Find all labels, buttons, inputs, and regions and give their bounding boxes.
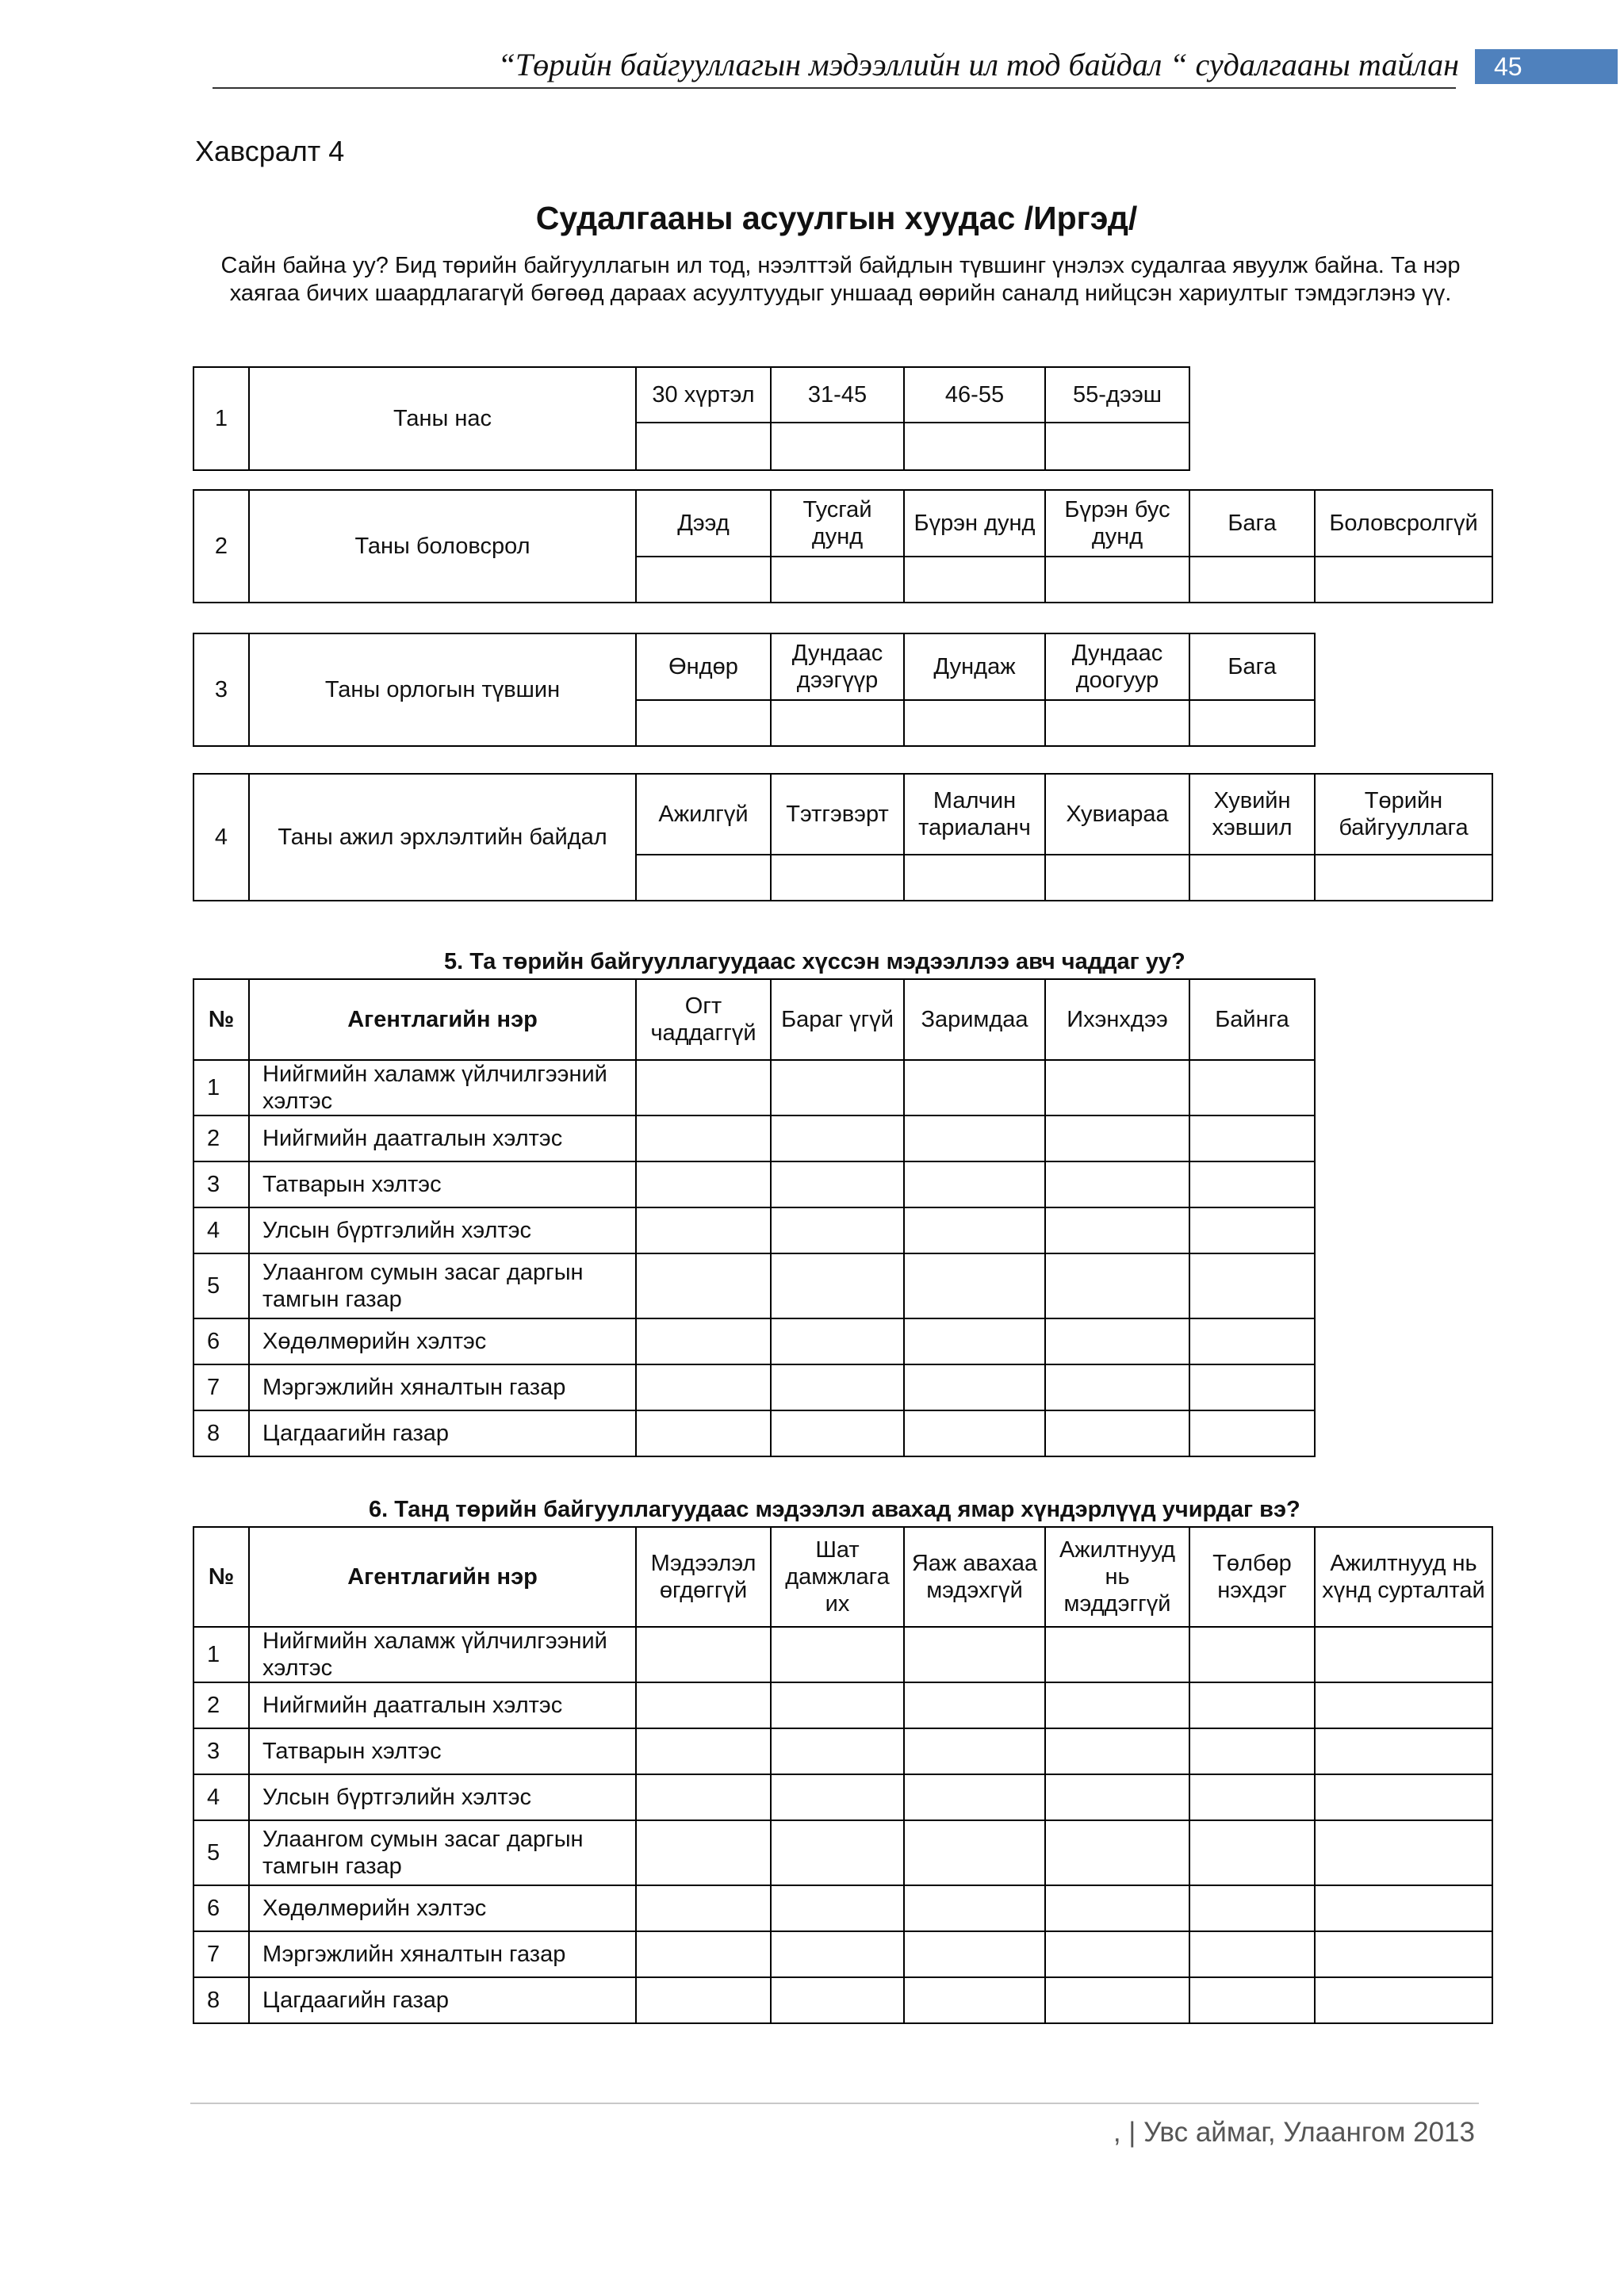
table-row (193, 1977, 1492, 2023)
option-header: Заримдаа (904, 979, 1045, 1060)
agency-name: Татварын хэлтэс (249, 1728, 636, 1774)
answer-cell[interactable] (636, 557, 771, 603)
option-header: Тэтгэвэрт (771, 774, 904, 855)
footer-rule (190, 2103, 1479, 2104)
answer-cell[interactable] (636, 855, 771, 901)
row-number: 3 (193, 1161, 249, 1207)
option-header: Дээд (636, 490, 771, 557)
answer-cell[interactable] (771, 1728, 904, 1774)
row-number: 7 (193, 1931, 249, 1977)
table-row (193, 1774, 1492, 1820)
answer-cell[interactable] (771, 700, 904, 746)
answer-cell[interactable] (1315, 1627, 1492, 1682)
table-row (193, 1728, 1492, 1774)
answer-cell[interactable] (771, 1885, 904, 1931)
option-header: Яаж авахаа мэдэхгүй (904, 1527, 1045, 1627)
answer-cell[interactable] (1045, 1115, 1189, 1161)
page-number-badge: 45 (1475, 49, 1618, 84)
table-row (193, 1820, 1492, 1885)
row-number: 6 (193, 1885, 249, 1931)
answer-cell[interactable] (771, 1115, 904, 1161)
row-number: 6 (193, 1318, 249, 1364)
answer-cell[interactable] (1045, 1318, 1189, 1364)
row-number: 1 (193, 1627, 249, 1682)
answer-cell[interactable] (1189, 1161, 1315, 1207)
answer-cell[interactable] (636, 700, 771, 746)
answer-cell[interactable] (1045, 700, 1189, 746)
option-header: Ажилтнууд нь мэддэггүй (1045, 1527, 1189, 1627)
answer-cell[interactable] (1045, 423, 1189, 470)
question-number: 2 (193, 490, 249, 603)
answer-cell[interactable] (1045, 1774, 1189, 1820)
answer-cell[interactable] (1189, 1977, 1315, 2023)
answer-cell[interactable] (771, 1318, 904, 1364)
answer-cell[interactable] (904, 1115, 1045, 1161)
answer-cell[interactable] (1315, 1774, 1492, 1820)
option-header: Бага (1189, 633, 1315, 700)
answer-cell[interactable] (904, 1410, 1045, 1456)
option-header: Боловсролгүй (1315, 490, 1492, 557)
answer-cell[interactable] (1315, 1885, 1492, 1931)
answer-cell[interactable] (636, 1161, 771, 1207)
question-1-table (193, 366, 1190, 471)
row-number: 4 (193, 1774, 249, 1820)
answer-cell[interactable] (1045, 1977, 1189, 2023)
answer-cell[interactable] (1045, 1820, 1189, 1885)
question-3-table (193, 633, 1316, 747)
answer-cell[interactable] (636, 1931, 771, 1977)
option-header: Шат дамжлага их (771, 1527, 904, 1627)
agency-name: Улсын бүртгэлийн хэлтэс (249, 1207, 636, 1253)
table-row (193, 1207, 1315, 1253)
answer-cell[interactable] (771, 1364, 904, 1410)
answer-cell[interactable] (1045, 1253, 1189, 1318)
answer-cell[interactable] (1045, 1627, 1189, 1682)
question-5-table (193, 978, 1316, 1457)
table-row (193, 1115, 1315, 1161)
agency-name: Хөдөлмөрийн хэлтэс (249, 1318, 636, 1364)
answer-cell[interactable] (1045, 1364, 1189, 1410)
option-header: Дундаж (904, 633, 1045, 700)
answer-cell[interactable] (1315, 1931, 1492, 1977)
agency-name: Мэргэжлийн хяналтын газар (249, 1364, 636, 1410)
answer-cell[interactable] (771, 1253, 904, 1318)
answer-cell[interactable] (1189, 1060, 1315, 1115)
answer-cell[interactable] (771, 1931, 904, 1977)
answer-cell[interactable] (1045, 1060, 1189, 1115)
row-number: 5 (193, 1253, 249, 1318)
answer-cell[interactable] (1189, 1410, 1315, 1456)
agency-column-header: Агентлагийн нэр (249, 979, 636, 1060)
answer-cell[interactable] (904, 855, 1045, 901)
row-number: 5 (193, 1820, 249, 1885)
answer-cell[interactable] (771, 423, 904, 470)
answer-cell[interactable] (1045, 1931, 1189, 1977)
answer-cell[interactable] (1189, 1682, 1315, 1728)
table-row (193, 1410, 1315, 1456)
question-2-table (193, 489, 1493, 603)
answer-cell[interactable] (904, 1820, 1045, 1885)
table-row (193, 1931, 1492, 1977)
option-header: Ихэнхдээ (1045, 979, 1189, 1060)
answer-cell[interactable] (1045, 557, 1189, 603)
answer-cell[interactable] (904, 700, 1045, 746)
row-number: 8 (193, 1410, 249, 1456)
answer-cell[interactable] (636, 1060, 771, 1115)
answer-cell[interactable] (904, 1931, 1045, 1977)
answer-cell[interactable] (771, 1682, 904, 1728)
answer-cell[interactable] (636, 1207, 771, 1253)
answer-cell[interactable] (1045, 1207, 1189, 1253)
option-header: Бүрэн дунд (904, 490, 1045, 557)
option-header: Бүрэн бус дунд (1045, 490, 1189, 557)
question-label: Таны орлогын түвшин (249, 633, 636, 746)
answer-cell[interactable] (1189, 1115, 1315, 1161)
answer-cell[interactable] (1045, 1885, 1189, 1931)
answer-cell[interactable] (904, 1627, 1045, 1682)
answer-cell[interactable] (771, 1627, 904, 1682)
table-row (193, 1060, 1315, 1115)
option-header: Ажилгүй (636, 774, 771, 855)
answer-cell[interactable] (904, 1253, 1045, 1318)
question-number: 4 (193, 774, 249, 901)
option-header: Өндөр (636, 633, 771, 700)
answer-cell[interactable] (1045, 1728, 1189, 1774)
answer-cell[interactable] (636, 1682, 771, 1728)
answer-cell[interactable] (636, 1977, 771, 2023)
answer-cell[interactable] (771, 1977, 904, 2023)
answer-cell[interactable] (1189, 1774, 1315, 1820)
answer-cell[interactable] (904, 1885, 1045, 1931)
answer-cell[interactable] (904, 557, 1045, 603)
option-header: Бага (1189, 490, 1315, 557)
answer-cell[interactable] (904, 1682, 1045, 1728)
answer-cell[interactable] (771, 1410, 904, 1456)
intro-paragraph: Сайн байна уу? Бид төрийн байгууллагын ил тод, нээлттэй байдлын түвшинг үнэлэх судалгаа явуулж байна. Та нэр хаягаа бичих шаардлагагүй бөгөөд дараах асуултуудыг уншаад өөрийн саналд нийцсэн хариултыг тэмдэглэнэ үү. (220, 253, 1461, 306)
appendix-label: Хавсралт 4 (195, 135, 345, 167)
answer-cell[interactable] (636, 1253, 771, 1318)
answer-cell[interactable] (771, 1161, 904, 1207)
row-number: 2 (193, 1115, 249, 1161)
answer-cell[interactable] (1189, 1207, 1315, 1253)
agency-name: Нийгмийн халамж үйлчилгээний хэлтэс (249, 1060, 636, 1115)
answer-cell[interactable] (636, 1627, 771, 1682)
answer-cell[interactable] (904, 1161, 1045, 1207)
row-number: 7 (193, 1364, 249, 1410)
answer-cell[interactable] (904, 423, 1045, 470)
agency-name: Улсын бүртгэлийн хэлтэс (249, 1774, 636, 1820)
option-header: Малчин тариаланч (904, 774, 1045, 855)
table-row (193, 1885, 1492, 1931)
table-row (193, 1364, 1315, 1410)
answer-cell[interactable] (904, 1060, 1045, 1115)
answer-cell[interactable] (636, 1774, 771, 1820)
question-4-table (193, 773, 1493, 901)
agency-name: Мэргэжлийн хяналтын газар (249, 1931, 636, 1977)
answer-cell[interactable] (1315, 855, 1492, 901)
answer-cell[interactable] (1045, 1161, 1189, 1207)
answer-cell[interactable] (1189, 1885, 1315, 1931)
answer-cell[interactable] (1189, 1364, 1315, 1410)
question-5-title: 5. Та төрийн байгууллагуудаас хүссэн мэдээллээ авч чаддаг уу? (444, 949, 1185, 974)
question-number: 1 (193, 367, 249, 470)
answer-cell[interactable] (636, 423, 771, 470)
answer-cell[interactable] (1189, 1931, 1315, 1977)
answer-cell[interactable] (636, 1885, 771, 1931)
number-column-header: № (193, 1527, 249, 1627)
answer-cell[interactable] (1315, 1682, 1492, 1728)
answer-cell[interactable] (904, 1774, 1045, 1820)
answer-cell[interactable] (1189, 1820, 1315, 1885)
option-header: 30 хүртэл (636, 367, 771, 423)
agency-name: Улаангом сумын засаг даргын тамгын газар (249, 1820, 636, 1885)
answer-cell[interactable] (771, 855, 904, 901)
option-header: Дундаас доогуур (1045, 633, 1189, 700)
option-header: Төрийн байгууллага (1315, 774, 1492, 855)
header-rule (213, 87, 1456, 89)
answer-cell[interactable] (636, 1115, 771, 1161)
table-row (193, 1253, 1315, 1318)
agency-name: Нийгмийн даатгалын хэлтэс (249, 1682, 636, 1728)
option-header: 31-45 (771, 367, 904, 423)
table-row (193, 1627, 1492, 1682)
option-header: 55-дээш (1045, 367, 1189, 423)
answer-cell[interactable] (904, 1207, 1045, 1253)
question-label: Таны ажил эрхлэлтийн байдал (249, 774, 636, 901)
running-header-title: “Төрийн байгууллагын мэдээллийн ил тод байдал “ судалгааны тайлан (497, 47, 1459, 82)
answer-cell[interactable] (771, 1774, 904, 1820)
question-label: Таны боловсрол (249, 490, 636, 603)
row-number: 8 (193, 1977, 249, 2023)
page-title: Судалгааны асуулгын хуудас /Иргэд/ (535, 200, 1138, 236)
agency-name: Хөдөлмөрийн хэлтэс (249, 1885, 636, 1931)
answer-cell[interactable] (1189, 557, 1315, 603)
footer-text: , | Увс аймаг, Улаангом 2013 (1113, 2117, 1475, 2148)
answer-cell[interactable] (1189, 700, 1315, 746)
question-label: Таны нас (249, 367, 636, 470)
answer-cell[interactable] (1315, 557, 1492, 603)
answer-cell[interactable] (904, 1728, 1045, 1774)
answer-cell[interactable] (1045, 855, 1189, 901)
answer-cell[interactable] (771, 557, 904, 603)
answer-cell[interactable] (771, 1207, 904, 1253)
row-number: 1 (193, 1060, 249, 1115)
answer-cell[interactable] (1045, 1682, 1189, 1728)
answer-cell[interactable] (904, 1364, 1045, 1410)
agency-name: Цагдаагийн газар (249, 1410, 636, 1456)
row-number: 4 (193, 1207, 249, 1253)
agency-name: Татварын хэлтэс (249, 1161, 636, 1207)
option-header: Хувийн хэвшил (1189, 774, 1315, 855)
option-header: Дундаас дээгүүр (771, 633, 904, 700)
row-number: 2 (193, 1682, 249, 1728)
answer-cell[interactable] (904, 1977, 1045, 2023)
answer-cell[interactable] (1189, 1728, 1315, 1774)
answer-cell[interactable] (1189, 1253, 1315, 1318)
answer-cell[interactable] (1315, 1977, 1492, 2023)
option-header: Хувиараа (1045, 774, 1189, 855)
number-column-header: № (193, 979, 249, 1060)
option-header: Байнга (1189, 979, 1315, 1060)
option-header: Огт чаддаггүй (636, 979, 771, 1060)
agency-name: Улаангом сумын засаг даргын тамгын газар (249, 1253, 636, 1318)
question-6-title: 6. Танд төрийн байгууллагуудаас мэдээлэл авахад ямар хүндэрлүүд учирдаг вэ? (369, 1497, 1300, 1522)
answer-cell[interactable] (636, 1318, 771, 1364)
answer-cell[interactable] (1189, 1318, 1315, 1364)
option-header: Мэдээлэл өгдөггүй (636, 1527, 771, 1627)
table-row (193, 1161, 1315, 1207)
table-row (193, 1318, 1315, 1364)
answer-cell[interactable] (1315, 1820, 1492, 1885)
agency-column-header: Агентлагийн нэр (249, 1527, 636, 1627)
answer-cell[interactable] (771, 1820, 904, 1885)
answer-cell[interactable] (636, 1364, 771, 1410)
answer-cell[interactable] (771, 1060, 904, 1115)
option-header: Ажилтнууд нь хүнд сурталтай (1315, 1527, 1492, 1627)
agency-name: Нийгмийн даатгалын хэлтэс (249, 1115, 636, 1161)
answer-cell[interactable] (1315, 1728, 1492, 1774)
row-number: 3 (193, 1728, 249, 1774)
agency-name: Цагдаагийн газар (249, 1977, 636, 2023)
question-number: 3 (193, 633, 249, 746)
question-6-table (193, 1526, 1493, 2024)
option-header: Тусгай дунд (771, 490, 904, 557)
answer-cell[interactable] (636, 1728, 771, 1774)
answer-cell[interactable] (1045, 1410, 1189, 1456)
table-row (193, 1682, 1492, 1728)
answer-cell[interactable] (636, 1820, 771, 1885)
option-header: Төлбөр нэхдэг (1189, 1527, 1315, 1627)
option-header: Бараг үгүй (771, 979, 904, 1060)
answer-cell[interactable] (636, 1410, 771, 1456)
answer-cell[interactable] (1189, 1627, 1315, 1682)
answer-cell[interactable] (1189, 855, 1315, 901)
option-header: 46-55 (904, 367, 1045, 423)
answer-cell[interactable] (904, 1318, 1045, 1364)
agency-name: Нийгмийн халамж үйлчилгээний хэлтэс (249, 1627, 636, 1682)
